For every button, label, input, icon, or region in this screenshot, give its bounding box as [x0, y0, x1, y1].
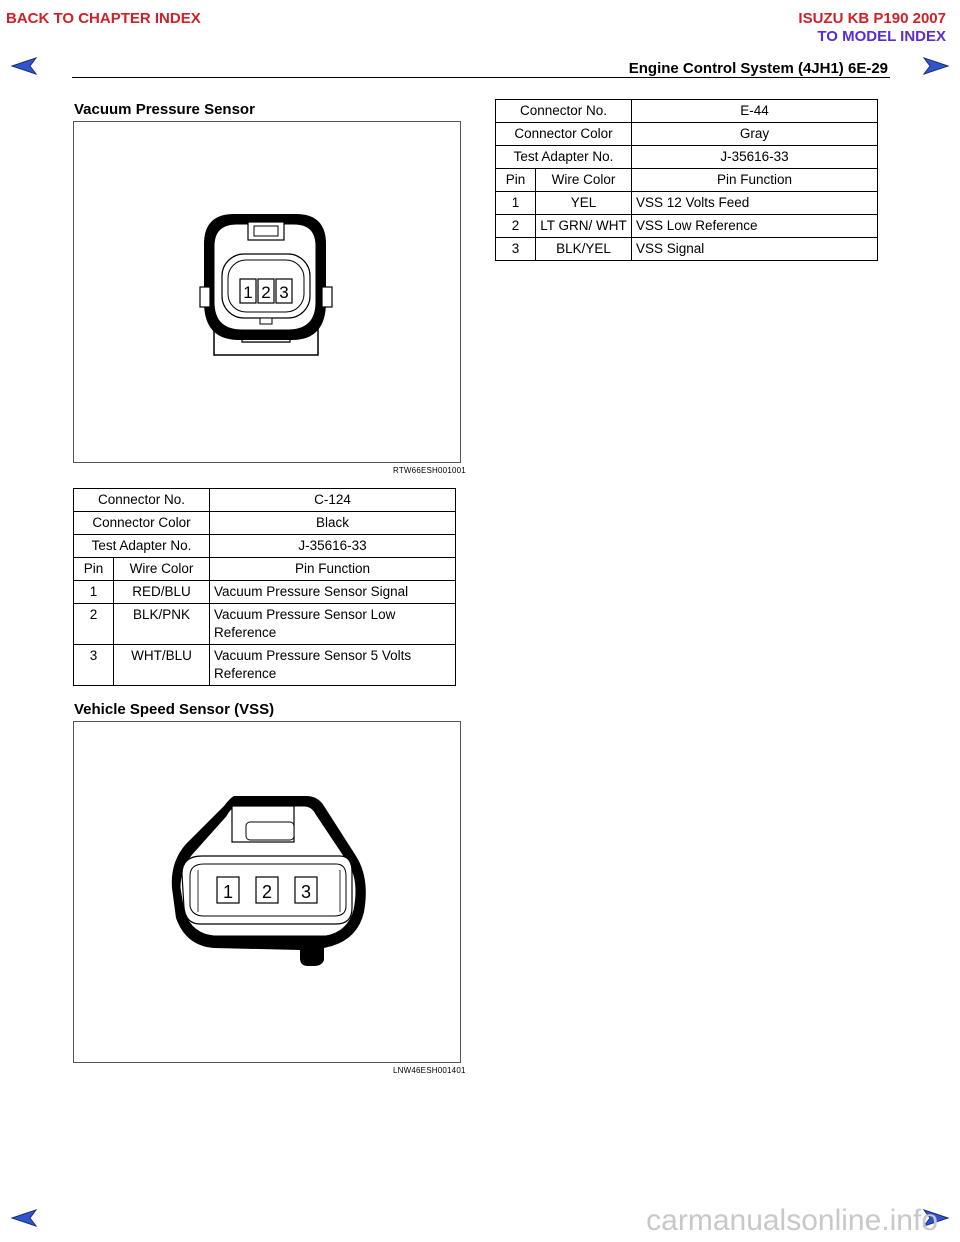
wire-cell: WHT/BLU [114, 645, 210, 686]
function-cell: VSS Signal [632, 238, 878, 261]
table-row [496, 100, 878, 123]
table-row [74, 512, 456, 535]
connector-color-value: Black [210, 512, 456, 535]
table-row [496, 146, 878, 169]
vss-pin-label: 1 [222, 882, 234, 902]
function-cell: Vacuum Pressure Sensor 5 Volts Reference [210, 645, 456, 686]
test-adapter-label: Test Adapter No. [496, 146, 632, 169]
pin-cell: 2 [74, 604, 114, 645]
header-rule [72, 77, 890, 78]
table-header-row [74, 558, 456, 581]
wire-cell: BLK/YEL [536, 238, 632, 261]
wire-cell: BLK/PNK [114, 604, 210, 645]
test-adapter-label: Test Adapter No. [74, 535, 210, 558]
function-cell: VSS 12 Volts Feed [632, 192, 878, 215]
vss-connector-table [495, 99, 878, 261]
vss-pin-label: 3 [300, 882, 312, 902]
pin-cell: 3 [496, 238, 536, 261]
vacuum-sensor-title: Vacuum Pressure Sensor [74, 101, 255, 118]
pin-cell: 3 [74, 645, 114, 686]
prev-page-arrow-icon[interactable] [10, 1208, 38, 1228]
table-row [74, 604, 456, 645]
table-row [496, 123, 878, 146]
vacuum-pin-label: 1 [243, 283, 253, 302]
connector-no-label: Connector No. [496, 100, 632, 123]
connector-color-label: Connector Color [496, 123, 632, 146]
connector-no-label: Connector No. [74, 489, 210, 512]
table-row [74, 645, 456, 686]
test-adapter-value: J-35616-33 [632, 146, 878, 169]
table-row [74, 581, 456, 604]
connector-no-value: C-124 [210, 489, 456, 512]
table-row [74, 535, 456, 558]
table-row [496, 215, 878, 238]
vacuum-sensor-figure [73, 121, 461, 463]
col-function-header: Pin Function [210, 558, 456, 581]
vacuum-figure-code: RTW66ESH001001 [393, 466, 466, 475]
vacuum-connector-table [73, 488, 456, 686]
vacuum-connector-drawing [74, 122, 460, 462]
wire-cell: RED/BLU [114, 581, 210, 604]
col-pin-header: Pin [496, 169, 536, 192]
vacuum-pin-label: 3 [279, 283, 289, 302]
col-wire-header: Wire Color [536, 169, 632, 192]
function-cell: Vacuum Pressure Sensor Signal [210, 581, 456, 604]
function-cell: VSS Low Reference [632, 215, 878, 238]
pin-cell: 2 [496, 215, 536, 238]
col-wire-header: Wire Color [114, 558, 210, 581]
prev-page-arrow-icon[interactable] [10, 56, 38, 76]
next-page-arrow-icon[interactable] [922, 56, 950, 76]
function-cell: Vacuum Pressure Sensor Low Reference [210, 604, 456, 645]
table-row [496, 238, 878, 261]
wire-cell: YEL [536, 192, 632, 215]
vss-figure [73, 721, 461, 1063]
watermark: carmanualsonline.info [646, 1204, 938, 1237]
col-function-header: Pin Function [632, 169, 878, 192]
vacuum-pin-label: 2 [261, 283, 271, 302]
back-to-chapter-index-link[interactable]: BACK TO CHAPTER INDEX [6, 10, 201, 27]
col-pin-header: Pin [74, 558, 114, 581]
table-row [74, 489, 456, 512]
vss-connector-drawing [74, 722, 460, 1062]
connector-color-label: Connector Color [74, 512, 210, 535]
wire-cell: LT GRN/ WHT [536, 215, 632, 238]
model-title: ISUZU KB P190 2007 [798, 10, 946, 27]
vss-pin-label: 2 [261, 882, 273, 902]
vss-figure-code: LNW46ESH001401 [393, 1066, 466, 1075]
table-header-row [496, 169, 878, 192]
test-adapter-value: J-35616-33 [210, 535, 456, 558]
to-model-index-link[interactable]: TO MODEL INDEX [817, 28, 946, 45]
table-row [496, 192, 878, 215]
connector-no-value: E-44 [632, 100, 878, 123]
pin-cell: 1 [496, 192, 536, 215]
connector-color-value: Gray [632, 123, 878, 146]
pin-cell: 1 [74, 581, 114, 604]
vss-title: Vehicle Speed Sensor (VSS) [74, 701, 275, 718]
page-header-title: Engine Control System (4JH1) 6E-29 [628, 60, 888, 77]
